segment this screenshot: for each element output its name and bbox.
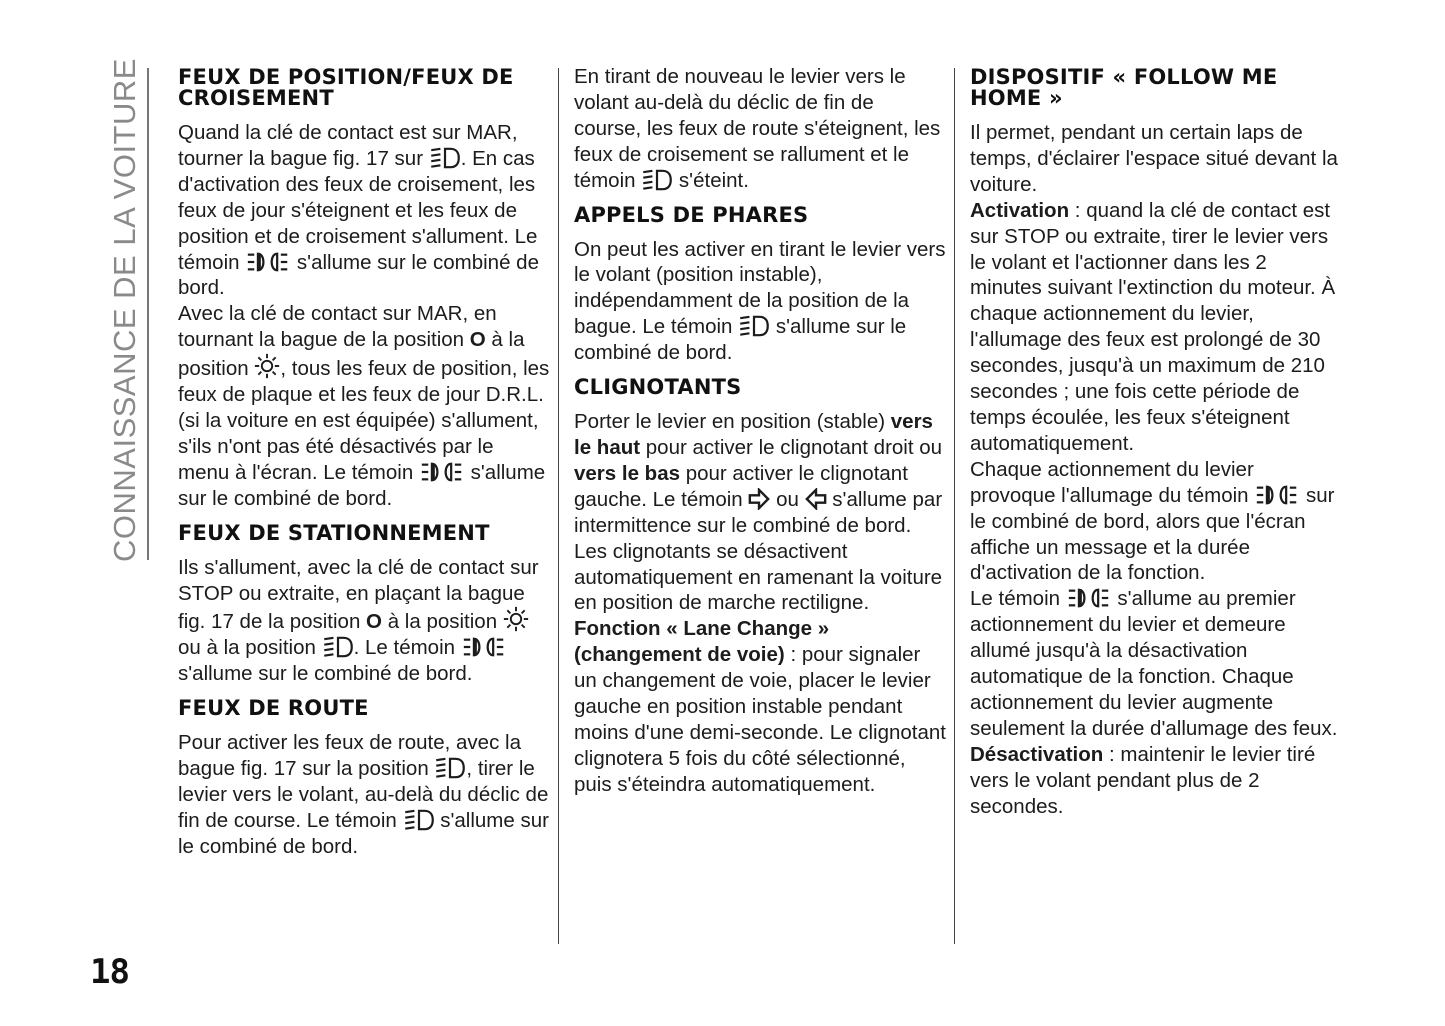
paragraph: Il permet, pendant un certain laps de temps, d'éclairer l'espace situé devant la voiture.	[970, 121, 1338, 196]
text-column-2	[574, 64, 946, 798]
text: . En cas d'activation des feux de croisement, les feux de jour s'éteignent et les feux de position et de croisement s'allument. Le témoin	[178, 146, 538, 274]
column-divider	[954, 68, 955, 944]
position-lights-icon	[1066, 587, 1112, 609]
paragraph	[970, 457, 1342, 587]
paragraph	[178, 730, 550, 860]
text: Avec la clé de contact sur MAR, en tournant la bague de la position	[178, 302, 497, 352]
text: Quand la clé de contact est sur MAR, tourner la bague fig. 17 sur	[178, 121, 518, 170]
section-heading-follow-me-home: DISPOSITIF « FOLLOW ME HOME »	[970, 65, 1278, 110]
emphasis: Fonction « Lane Change » (changement de voie)	[574, 617, 830, 667]
text: sur le combiné de bord, alors que l'écran affiche un message et la durée d'activation de la fonction.	[970, 483, 1335, 585]
text: On peut les activer en tirant le levier vers le volant (position instable), indépendamment de la position de la bague. Le témoin	[574, 237, 946, 339]
text: : pour signaler un changement de voie, placer le levier gauche en position instable pendant moins d'une demi-seconde. Le clignotant clignotera 5 fois du côté sélectionné, puis s'éteindra automatiquement.	[574, 643, 947, 796]
text-column-3	[970, 64, 1342, 819]
text: : maintenir le levier tiré vers le volant pendant plus de 2 secondes.	[970, 742, 1316, 818]
text: Porter le levier en position (stable)	[574, 410, 891, 434]
sidelights-sun-icon	[254, 353, 280, 379]
position-lights-icon	[245, 251, 291, 273]
text: s'allume au premier actionnement du levier et demeure allumé jusqu'à la désactivation automatique de la fonction. Chaque actionnement du levier augmente seulement la durée d'allumage des feux.	[970, 587, 1338, 740]
position-lights-icon	[461, 636, 507, 658]
text: : quand la clé de contact est sur STOP ou extraite, tirer le levier vers le volant et l'actionner dans les 2 minutes suivant l'extinction du moteur. À chaque actionnement du levier, l'allumage des feux est prolongé de 30 secondes, jusqu'à un maximum de 210 secondes ; une fois cette période de temps écoulée, les feux s'éteignent automatiquement.	[970, 198, 1336, 455]
low-beam-icon	[434, 757, 466, 779]
paragraph	[970, 198, 1342, 457]
emphasis: vers le haut	[574, 410, 933, 459]
text: . Le témoin	[353, 636, 461, 660]
paragraph	[574, 409, 946, 539]
emphasis: vers le bas	[574, 461, 680, 485]
text: Ils s'allument, avec la clé de contact sur STOP ou extraite, en plaçant la bague fig. 17 de la position	[178, 555, 539, 634]
text: à la position	[382, 610, 503, 634]
paragraph	[178, 301, 550, 511]
position-lights-icon	[1254, 484, 1300, 506]
column-divider	[558, 68, 559, 944]
text: ou	[770, 487, 805, 511]
text: En tirant de nouveau le levier vers le volant au-delà du déclic de fin de course, les feux de route s'éteignent, les feux de croisement se rallument et le témoin	[574, 65, 941, 192]
section-heading-parking-lights: FEUX DE STATIONNEMENT	[178, 520, 490, 545]
position-o-label: O	[366, 610, 382, 634]
position-lights-icon	[419, 461, 465, 483]
section-heading-turn-signals: CLIGNOTANTS	[574, 375, 742, 400]
turn-right-arrow-icon	[748, 488, 770, 510]
paragraph	[574, 616, 946, 797]
sidebar-section-title: CONNAISSANCE DE LA VOITURE	[107, 58, 142, 562]
turn-left-arrow-icon	[805, 488, 827, 510]
low-beam-icon	[738, 315, 770, 337]
paragraph	[574, 237, 946, 367]
paragraph	[178, 555, 550, 688]
position-o-label: O	[469, 328, 486, 352]
page-number: 18	[90, 952, 129, 992]
text-column-1	[178, 64, 550, 860]
text: Chaque actionnement du levier provoque l'allumage du témoin	[970, 457, 1255, 507]
sidebar-divider	[147, 68, 149, 560]
section-heading-headlight-flash: APPELS DE PHARES	[574, 202, 809, 227]
text: pour activer le clignotant droit ou	[640, 435, 943, 459]
text: s'éteint.	[673, 168, 749, 192]
text: s'allume sur le combiné de bord.	[178, 460, 546, 510]
text: s'allume sur le combiné de bord.	[178, 808, 549, 858]
text: à la position	[178, 328, 525, 381]
text: s'allume sur le combiné de bord.	[178, 662, 473, 686]
section-heading-high-beam: FEUX DE ROUTE	[178, 696, 369, 721]
text: Le témoin	[970, 587, 1066, 611]
text: s'allume par intermittence sur le combiné de bord.	[574, 487, 943, 537]
text: , tous les feux de position, les feux de plaque et les feux de jour D.R.L. (si la voiture en est équipée) s'allument, s'ils n'ont pas été désactivés par le menu à l'écran. Le témoin	[178, 357, 550, 484]
text: Pour activer les feux de route, avec la bague fig. 17 sur la position	[178, 731, 521, 781]
emphasis: Désactivation	[970, 742, 1104, 766]
section-heading-position-lights: FEUX DE POSITION/FEUX DE CROISEMENT	[178, 65, 514, 110]
text: pour activer le clignotant gauche. Le témoin	[574, 461, 908, 511]
emphasis: Activation	[970, 198, 1070, 222]
low-beam-icon	[322, 636, 354, 658]
low-beam-icon	[641, 169, 673, 191]
paragraph	[970, 742, 1342, 820]
low-beam-icon	[403, 809, 435, 831]
sidelights-sun-icon	[503, 606, 529, 632]
paragraph	[970, 586, 1342, 741]
text: , tirer le levier vers le volant, au-delà du déclic de fin de course. Le témoin	[178, 757, 549, 832]
paragraph	[574, 64, 946, 194]
paragraph: Les clignotants se désactivent automatiquement en ramenant la voiture en position de marche rectiligne.	[574, 539, 943, 615]
low-beam-icon	[429, 147, 461, 169]
text: s'allume sur le combiné de bord.	[574, 315, 907, 365]
text: ou à la position	[178, 636, 322, 660]
text: s'allume sur le combiné de bord.	[178, 250, 539, 300]
paragraph	[178, 120, 550, 301]
